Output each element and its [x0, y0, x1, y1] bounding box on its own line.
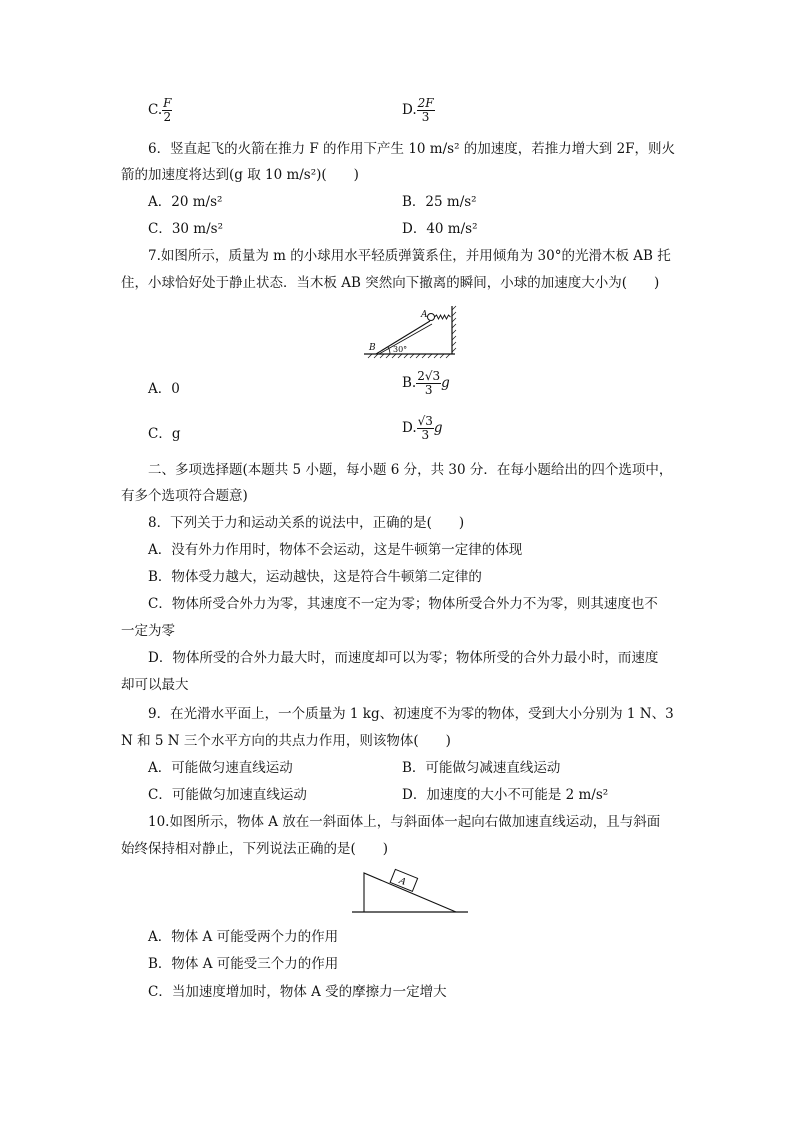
q9-stem-line1: 9．在光滑水平面上，一个质量为 1 kg、初速度不为零的物体，受到大小分别为 1 N、3 — [148, 706, 674, 722]
q7-incline-spring-figure — [360, 300, 465, 362]
q6-stem-line2: 箭的加速度将达到(g 取 10 m/s²)( ) — [121, 167, 359, 183]
q5-option-d — [402, 97, 435, 124]
q7-option-b-fraction: $\frac{2√3}{3}$ — [417, 369, 441, 397]
q5-option-c — [148, 97, 172, 124]
q8-option-c-line2: 一定为零 — [121, 623, 175, 639]
q10-stem-line2: 始终保持相对静止，下列说法正确的是( ) — [121, 841, 389, 857]
q7-option-b — [402, 370, 450, 397]
q8-option-c-line1: C．物体所受合外力为零，其速度不一定为零；物体所受合外力不为零，则其速度也不 — [148, 596, 658, 612]
q9-option-a: A．可能做匀速直线运动 — [148, 760, 293, 776]
q10-option-c: C．当加速度增加时，物体 A 受的摩擦力一定增大 — [148, 984, 447, 1000]
q7-stem-line1: 7.如图所示，质量为 m 的小球用水平轻质弹簧系住，并用倾角为 30°的光滑木板 AB 托 — [148, 248, 671, 264]
section2-heading-line1: 二、多项选择题(本题共 5 小题，每小题 6 分，共 30 分．在每小题给出的四个选项中， — [148, 462, 673, 478]
q6-stem-line1: 6．竖直起飞的火箭在推力 F 的作用下产生 10 m/s² 的加速度，若推力增大到 2F，则火 — [148, 141, 676, 157]
q5-option-d-fraction: $\frac{2F}{3}$ — [417, 96, 434, 124]
q7-option-b-label: B. — [402, 375, 417, 391]
q10-figure-label-a: A — [397, 876, 408, 888]
q10-option-b: B．物体 A 可能受三个力的作用 — [148, 956, 339, 972]
q7-option-d — [402, 415, 443, 442]
q7-option-d-label: D. — [402, 420, 417, 436]
q10-stem-line1: 10.如图所示，物体 A 放在一斜面体上，与斜面体一起向右做加速直线运动，且与斜面 — [148, 814, 661, 830]
q5-option-c-fraction: $\frac{F}{2}$ — [163, 96, 172, 124]
q8-option-a: A．没有外力作用时，物体不会运动，这是牛顿第一定律的体现 — [148, 542, 523, 558]
q9-option-d: D．加速度的大小不可能是 2 m/s² — [402, 787, 609, 803]
q9-option-c: C．可能做匀加速直线运动 — [148, 787, 307, 803]
q7-figure-label-a: A — [421, 310, 428, 320]
q7-option-c: C．g — [148, 426, 181, 442]
q8-stem: 8．下列关于力和运动关系的说法中，正确的是( ) — [148, 515, 465, 531]
q7-figure-angle: 30° — [393, 345, 408, 354]
q8-option-d-line2: 却可以最大 — [121, 677, 189, 693]
q5-option-c-label: C. — [148, 102, 163, 118]
q6-option-c: C．30 m/s² — [148, 221, 223, 237]
q6-option-d: D．40 m/s² — [402, 221, 478, 237]
q7-option-a: A．0 — [148, 381, 180, 397]
q10-option-a: A．物体 A 可能受两个力的作用 — [148, 929, 339, 945]
q6-option-a: A．20 m/s² — [148, 194, 223, 210]
q7-option-d-g: g — [433, 420, 443, 436]
q8-option-b: B．物体受力越大，运动越快，这是符合牛顿第二定律的 — [148, 569, 482, 585]
q5-option-d-label: D. — [402, 102, 417, 118]
q6-option-b: B．25 m/s² — [402, 194, 477, 210]
section2-heading-line2: 有多个选项符合题意) — [121, 488, 248, 504]
q7-figure-label-b: B — [369, 343, 376, 353]
q7-stem-line2: 住，小球恰好处于静止状态．当木板 AB 突然向下撤离的瞬间，小球的加速度大小为( ) — [121, 275, 660, 291]
q7-option-d-fraction: $\frac{√3}{3}$ — [417, 414, 433, 442]
q8-option-d-line1: D．物体所受的合外力最大时，而速度却可以为零；物体所受的合外力最小时，而速度 — [148, 650, 659, 666]
q7-option-b-g: g — [441, 375, 450, 391]
q9-stem-line2: N 和 5 N 三个水平方向的共点力作用，则该物体( ) — [121, 733, 451, 749]
q9-option-b: B．可能做匀减速直线运动 — [402, 760, 561, 776]
q10-incline-block-figure — [350, 865, 475, 917]
